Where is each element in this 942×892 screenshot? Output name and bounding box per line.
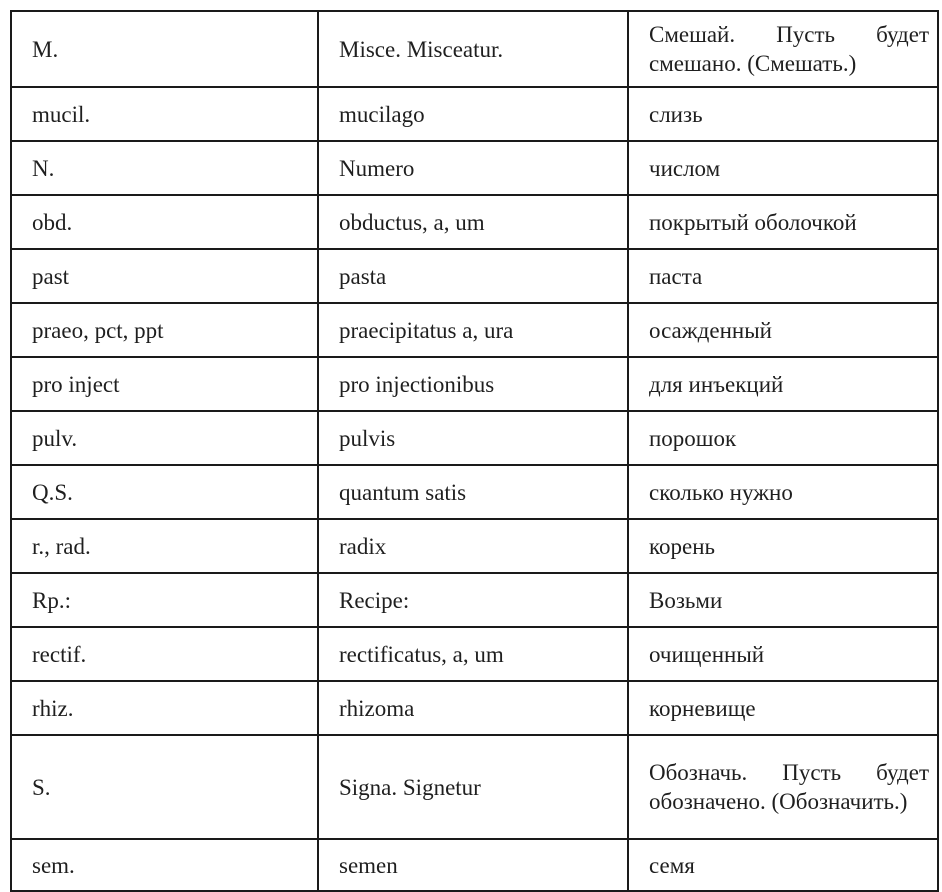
latin-cell: pulvis: [318, 411, 628, 465]
abbreviation-cell: N.: [11, 141, 318, 195]
latin-cell: quantum satis: [318, 465, 628, 519]
abbreviation-cell: Q.S.: [11, 465, 318, 519]
table-row: [11, 249, 938, 303]
latin-cell: rhizoma: [318, 681, 628, 735]
abbreviation-cell: M.: [11, 11, 318, 87]
russian-cell: очищенный: [628, 627, 938, 681]
latin-cell: pasta: [318, 249, 628, 303]
abbreviation-cell: r., rad.: [11, 519, 318, 573]
abbreviation-cell: praeo, pct, ppt: [11, 303, 318, 357]
abbreviation-cell: sem.: [11, 839, 318, 891]
latin-cell: Misce. Misceatur.: [318, 11, 628, 87]
latin-cell: radix: [318, 519, 628, 573]
latin-cell: semen: [318, 839, 628, 891]
russian-cell: Смешай. Пусть будет смешано. (Смешать.): [628, 11, 938, 87]
russian-cell: семя: [628, 839, 938, 891]
russian-cell: паста: [628, 249, 938, 303]
russian-cell: Возьми: [628, 573, 938, 627]
abbreviation-cell: rhiz.: [11, 681, 318, 735]
russian-cell: сколько нужно: [628, 465, 938, 519]
latin-cell: Numero: [318, 141, 628, 195]
table-row: [11, 11, 938, 87]
russian-cell: числом: [628, 141, 938, 195]
russian-cell: слизь: [628, 87, 938, 141]
table-row: [11, 303, 938, 357]
table-row: [11, 357, 938, 411]
table-row: [11, 141, 938, 195]
russian-cell: порошок: [628, 411, 938, 465]
latin-cell: pro injectionibus: [318, 357, 628, 411]
table-row: [11, 573, 938, 627]
table-row: [11, 627, 938, 681]
table-row: [11, 195, 938, 249]
abbreviation-cell: S.: [11, 735, 318, 839]
latin-cell: Recipe:: [318, 573, 628, 627]
table-row: [11, 681, 938, 735]
russian-cell: покрытый оболочкой: [628, 195, 938, 249]
russian-cell: для инъекций: [628, 357, 938, 411]
russian-cell: корень: [628, 519, 938, 573]
abbreviation-cell: pro inject: [11, 357, 318, 411]
latin-cell: praecipitatus a, ura: [318, 303, 628, 357]
abbreviation-cell: obd.: [11, 195, 318, 249]
russian-cell: корневище: [628, 681, 938, 735]
latin-cell: rectificatus, a, um: [318, 627, 628, 681]
table-row: [11, 411, 938, 465]
abbreviation-cell: past: [11, 249, 318, 303]
abbreviation-cell: Rp.:: [11, 573, 318, 627]
russian-cell: Обозначь. Пусть будет обозначено. (Обозначить.): [628, 735, 938, 839]
table-row: [11, 87, 938, 141]
table-row: [11, 519, 938, 573]
abbreviations-table: [10, 10, 939, 892]
russian-cell: осажденный: [628, 303, 938, 357]
table-body: [11, 11, 938, 891]
table-row: [11, 839, 938, 891]
table-row: [11, 735, 938, 839]
abbreviation-cell: mucil.: [11, 87, 318, 141]
abbreviation-cell: rectif.: [11, 627, 318, 681]
abbreviation-cell: pulv.: [11, 411, 318, 465]
table-row: [11, 465, 938, 519]
latin-cell: obductus, a, um: [318, 195, 628, 249]
latin-cell: mucilago: [318, 87, 628, 141]
latin-cell: Signa. Signetur: [318, 735, 628, 839]
